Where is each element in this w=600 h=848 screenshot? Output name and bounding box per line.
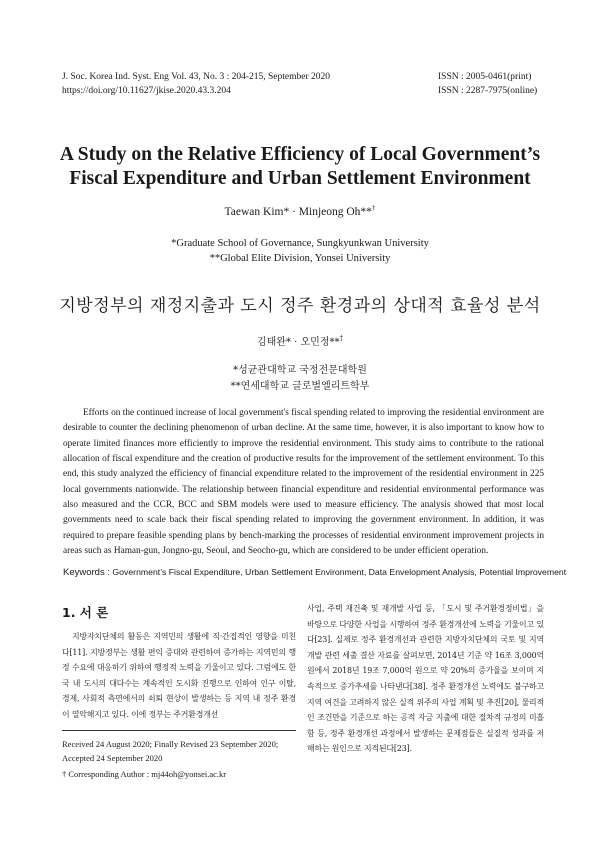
corresponding-mark: † [371,204,376,213]
affiliations-korean [0,363,600,395]
journal-header [62,70,330,98]
affiliations-english [0,236,600,266]
abstract: Efforts on the continued increase of local government's fiscal spending related to improving the residential environment are desirable to counter the declining phenomenon of urban decline. At the same time, however, it is also important to know how to operate limited finances more efficiently to improve the residential environment. This study aims to contribute to the rational allocation of fiscal expenditure and the creation of productive results for the improvement of the settlement environment. To this end, this study analyzed the efficiency of financial expenditure related to the improvement of the residential environment in 225 local governments nationwide. The relationship between financial expenditure and residential environmental performance was also measured and the CCR, BCC and SBM models were used to measure efficiency. The analysis showed that most local governments need to scale back their fiscal spending related to improving the government environment. In addition, it was required to prepare feasible spending plans by bench-marking the processes of residential environment improvement projects in areas such as Haman-gun, Jongno-gu, Seoul, and Seocho-gu, which are considered to be under efficient operation. [63,408,544,557]
authors-korean-names: 김태완* · 오민정** [257,337,340,348]
received-date: Received 24 August 2020; Finally Revised 23 September 2020; [62,739,279,749]
journal-citation: J. Soc. Korea Ind. Syst. Eng Vol. 43, No. 3 : 204-215, September 2020 [62,72,331,82]
section-heading-introduction: 1. 서 론 [62,605,109,620]
footnote-divider [62,730,296,731]
title-korean: 지방정부의 재정지출과 도시 정주 환경과의 상대적 효율성 분석 [59,296,541,316]
doi-link[interactable]: https://doi.org/10.11627/jkise.2020.43.3.204 [62,86,231,96]
affiliation-korean-2: **연세대학교 글로벌엘리트학부 [230,381,370,392]
corresponding-dagger: † [62,769,67,779]
footnote-dates [62,738,302,765]
footnote-corresponding [62,768,226,782]
issn-block [438,70,537,98]
title-english [40,143,560,191]
authors-english [0,206,600,218]
affiliation-english-1: *Graduate School of Governance, Sungkyunkwan University [171,238,429,249]
accepted-date: Accepted 24 September 2020 [62,752,163,763]
title-english-line1: A Study on the Relative Efficiency of Local Government’s [59,144,541,165]
issn-online: ISSN : 2287-7975(online) [438,86,538,96]
corresponding-mark-korean: † [339,334,343,343]
authors-english-names: Taewan Kim* · Minjeong Oh** [224,206,372,218]
keywords-label: Keywords : [63,567,110,578]
corresponding-author: Corresponding Author : mj44oh@yonsei.ac.kr [68,769,227,779]
keywords-list: Government’s Fiscal Expenditure, Urban Settlement Environment, Data Envelopment Analysis, Potential Improvement [112,567,567,577]
authors-korean [0,333,600,348]
body-right-column: 사업, 주택 재건축 및 재개발 사업 등, 「도시 및 주거환경정비법」을 바탕으로 다양한 사업을 시행하여 정주 환경개선에 노력을 기울이고 있다[23]. 실제로 정주 환경개선과 관련한 지방자치단체의 국토 및 지역 개발 관련 세출 결산 자료를 살펴보면, 2014년 기준 약 16조 3,000억 원에서 2018년 19조 7,000억 원으로 약 20%의 증가율을 보이며 지속적으로 증가추세를 나타낸다[38]. 정주 환경개선 노력에도 불구하고 지역 여건을 고려하지 않은 실적 위주의 사업 계획 및 추진[20], 물리적인 조건만을 기준으로 하는 공적 자금 지출에 대한 절차적 규정의 미흡함 등, 정주 환경개선 과정에서 발생하는 문제점들은 실질적 성과를 저해하는 원인으로 지적된다[23]. [307,604,544,754]
keywords [63,567,567,578]
title-english-line2: Fiscal Expenditure and Urban Settlement Environment [69,168,531,189]
issn-print: ISSN : 2005-0461(print) [438,72,532,82]
affiliation-english-2: **Global Elite Division, Yonsei University [209,253,391,264]
affiliation-korean-1: *성균관대학교 국정전문대학원 [233,365,367,376]
body-left-column: 지방자치단체의 활동은 지역민의 생활에 직·간접적인 영향을 미친다[11]. 지방정부는 생활 편익 증대와 관련하여 증가하는 지역민의 행정 수요에 대응하기 위하여 행정적 노력을 기울이고 있다. 그럼에도 한국 내 도시의 대다수는 계속적인 도시화 진행으로 인하여 인구 이탈, 경제, 사회적 측면에서의 쇠퇴 현상이 발생하는 등 지역 내 정주 환경이 열악해지고 있다. 이에 정부는 주거환경개선 [62,632,296,719]
